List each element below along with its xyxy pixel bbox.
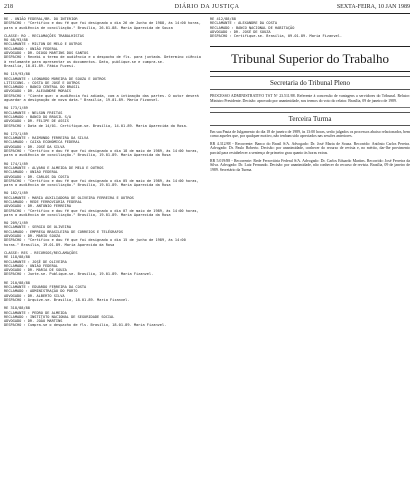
page-header [4, 3, 410, 14]
list-item: CLASSE: RES - RECURSOS/RECLAMAÇÕES RE 118/88/88 RECLAMANTE : JOSÉ DE OLIVEIRA RECLAMADO : UNIÃO FEDERAL ADVOGADO : DR. MARIA DE SOUZA DESPACHO : Junte-se. Publique-se. Brasília, 19.01.89. Maria Fizanvel. [4, 250, 154, 277]
publication-date: SEXTA-FEIRA, 10 JAN 1989 [336, 4, 410, 10]
list-item: RE - UNIÃO FEDERAL/BR. DO INTERIOR DESPACHO : "Certifico e dou fé que foi designado o dia 26 de Junho de 1988, às 14:00 horas, para a audiência de conciliação." Brasília, 26.01.88. Maria Aparecida de Souza [4, 17, 201, 30]
list-item: RO 119/93/88 RECLAMANTE : LEONARDO MOREIRA DE SOUZA E OUTROS LITISCONS. : COSTA DE JOSÉ E OUTROS RECLAMADO : BANCO CENTRAL DO BRASIL ADVOGADO : DR. ALEXANDRE MORAIS DESPACHO : "Ciente que: a audiência foi adiada, com a intimação das partes. O autor deverá aguardar a designação de nova data." Brasília, 19.01.89. Maria Fizanvel. [4, 72, 199, 103]
paragraph: RR 5.019/88 - Recorrente: Rede Ferroviária Federal S/A. Advogado: Dr. Carlos Eduardo Martins. Recorrido: José Ferreira da Silva. Advogado: Dr. Luiz Fernando. Decisão: por unanimidade, não conhecer do recurso de revista. Brasília, 09 de janeiro de 1989. Secretário da Turma. [210, 158, 410, 172]
right-column [210, 17, 410, 497]
section-text-pleno: PROCESSO ADMINISTRATIVO TST Nº 23.511/88. Referente à concessão de vantagens a servidores do Tribunal. Relator: Ministro Presidente. Decisão: aprovado por unanimidade, nos termos do voto do relator. Brasília, 09 de janeiro de 1989. [210, 94, 410, 104]
paragraph: RR 4.312/88 - Recorrente: Banco do Brasil S/A. Advogado: Dr. José Maria de Souza. Recorrido: Antônio Carlos Pereira. Advogado: Dr. Paulo Roberto. Decisão: por unanimidade, conhecer do recurso de revista e, no mérito, dar-lhe provimento parcial para restabelecer a sentença de primeiro grau quanto às horas extras. [210, 141, 410, 156]
list-item: RO 174/1/89 RECLAMANTE : ALVARO E ALMEIDA DE MELO E OUTROS RECLAMADO : UNIÃO FEDERAL ADVOGADO : DR. CARLOS DA COSTA DESPACHO : "Certifico e dou fé que foi designado o dia 05 de maio de 1989, às 14:00 horas, para a audiência de conciliação." Brasília, 19.01.89. Maria Aparecida da Rosa [4, 161, 199, 188]
page-number: 218 [4, 4, 13, 10]
section-title-turma: Terceira Turma [210, 112, 410, 126]
list-item: RO 209/1/89 RECLAMANTE : SERGIO DE OLIVEIRA RECLAMADO : EMPRESA BRASILEIRA DE CORREIOS E TELÉGRAFOS ADVOGADO : DR. MARIO SOUZA DESPACHO : "Certifico e dou fé que foi designado o dia 15 de junho de 1989, às 14:00 horas." Brasília, 19.01.89. Maria Aparecida da Rosa [4, 221, 186, 247]
list-item: RO 173/1/89 RECLAMANTE : NELSON FREITAS RECLAMADO : BANCO DO BRASIL S/A ADVOGADO : DR. FELIPE DE ASSIS DESPACHO : Data de 14/01. Certifique-se. Brasília, 14.01.89. Maria Aparecida da Rosa. [4, 106, 188, 128]
journal-title: DIÁRIO DA JUSTIÇA [174, 4, 240, 10]
paragraph: Em sua Pauta de Julgamento do dia 18 de janeiro de 1989, às 13:00 horas, serão julgados os processos abaixo relacionados, bem como aqueles que, por qualquer motivo, não tenham sido apreciados nas sessões anteriores. [210, 129, 410, 139]
list-item: CLASSE: RO - RECLAMAÇÕES TRABALHISTAS RO 68/93/88 RECLAMANTE : MILTON DE MELO E OUTROS RECLAMADO : UNIÃO FEDERAL ADVOGADO : DR. DIOGO MARTINS DOS SANTOS DESPACHO : Recebi o termo de audiência e o despacho de fls. para juntada. Determino ciência à reclamante para apresentar os documentos. Data, publique-se e cumpra-se. Brasília, 10.01.89. Fábio Fuzesi. [4, 33, 201, 68]
list-item: RE 412/88/88 RECLAMANTE : ALEXANDRE DA COSTA RECLAMADO : BANCO NACIONAL DE HABITAÇÃO ADVOGADO : DR. JOSÉ DE SOUZA DESPACHO : Certifique-se. Brasília, 09.01.89. Maria Fizanvel. [210, 17, 342, 39]
list-item: RO 182/1/89 RECLAMANTE : MARIA AUXILIADORA DE OLIVEIRA FERREIRA E OUTROS RECLAMADO : REDE FERROVIÁRIA FEDERAL ADVOGADO : DR. ANTONIO FERREIRA DESPACHO : "Certifico e dou fé que foi designado o dia 07 de maio de 1989, às 14:00 horas, para a audiência de conciliação." Brasília, 19.01.89. Maria Aparecida da Rosa [4, 191, 199, 217]
list-item: RO 173/1/89 RECLAMANTE : RAIMUNDO FERREIRA DA SILVA RECLAMADO : CAIXA ECONÔMICA FEDERAL ADVOGADO : DR. JOSÉ DA SILVA DESPACHO : "Certifico e dou fé que foi designado o dia 18 de maio de 1989, às 14:00 horas, para a audiência de conciliação." Brasília, 19.01.89. Maria Aparecida da Rosa [4, 131, 199, 158]
left-column [4, 17, 202, 497]
document-page [4, 3, 410, 497]
list-item: RE 318/88/88 RECLAMANTE : PEDRO DE ALMEIDA RECLAMADO : INSTITUTO NACIONAL DE SEGURIDADE SOCIAL ADVOGADO : DR. JOÃO MARTINS DESPACHO : Cumpra-se o despacho de fls. Brasília, 18.01.89. Maria Fizanvel. [4, 306, 167, 328]
section-title-pleno: Secretaria do Tribunal Pleno [210, 76, 410, 90]
court-title: Tribunal Superior do Trabalho [210, 46, 410, 72]
list-item: RE 210/88/88 RECLAMANTE : EDUARDO FERREIRA DA COSTA RECLAMADO : ADMINISTRAÇÃO DO PORTO ADVOGADO : DR. ALBERTO SILVA DESPACHO : Arquive-se. Brasília, 18.01.89. Maria Fizanvel. [4, 280, 130, 302]
divider [210, 107, 410, 108]
